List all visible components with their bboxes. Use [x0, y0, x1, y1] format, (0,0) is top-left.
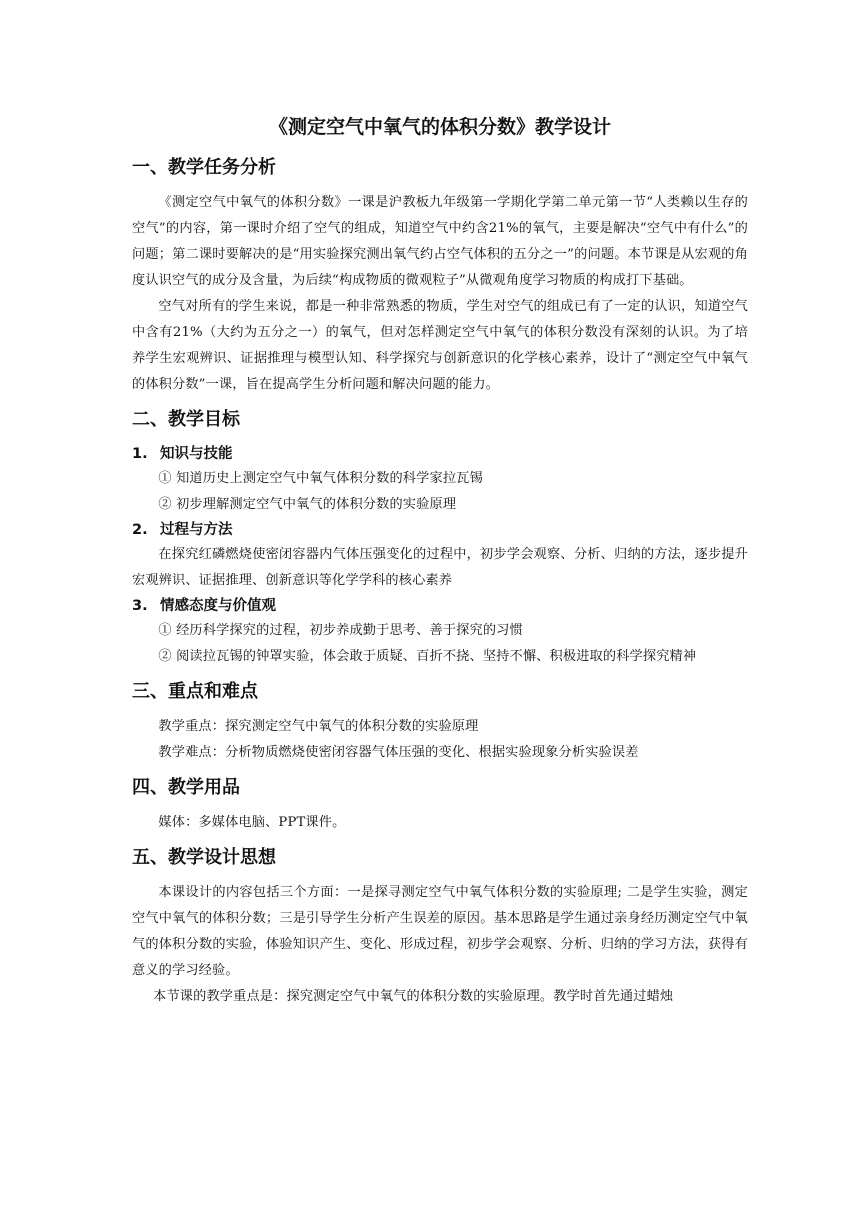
goal-number: 2. [132, 522, 148, 538]
goal-item: ② 阅读拉瓦锡的钟罩实验，体会敢于质疑、百折不挠、坚持不懈、积极进取的科学探究精神 [158, 649, 697, 664]
paragraph: 本节课的教学重点是：探究测定空气中氧气的体积分数的实验原理。教学时首先通过蜡烛 [153, 989, 674, 1004]
paragraph: 空气对所有的学生来说，都是一种非常熟悉的物质，学生对空气的组成已有了一定的认识，知道空气中含有21%（大约为五分之一）的氧气，但对怎样测定空气中氧气的体积分数没有深刻的认识。为了培养学生宏观辨识、证据推理与模型认知、科学探究与创新意识的化学核心素养，设计了“测定空气中氧气的体积分数”一课，旨在提高学生分析问题和解决问题的能力。 [132, 299, 748, 392]
section-heading: 二、教学目标 [132, 409, 240, 430]
paragraph: 本课设计的内容包括三个方面：一是探寻测定空气中氧气体积分数的实验原理; 二是学生实验，测定空气中氧气的体积分数；三是引导学生分析产生误差的原因。基本思路是学生通过亲身经历测定空气中氧气的体积分数的实验，体验知识产生、变化、形成过程，初步学会观察、分析、归纳的学习方法，获得有意义的学习经验。 [132, 885, 748, 978]
paragraph: 《测定空气中氧气的体积分数》一课是沪教板九年级第一学期化学第二单元第一节“人类赖以生存的空气”的内容，第一课时介绍了空气的组成，知道空气中约含21%的氧气，主要是解决“空气中有什么”的问题；第二课时要解决的是“用实验探究测出氧气约占空气体积的五分之一”的问题。本节课是从宏观的角度认识空气的成分及含量，为后续“构成物质的微观粒子”从微观角度学习物质的构成打下基础。 [132, 195, 748, 288]
section-design-philosophy [132, 844, 748, 1010]
goal-item: ② 初步理解测定空气中氧气的体积分数的实验原理 [158, 497, 457, 512]
difficulty-line: 教学难点：分析物质燃烧使密闭容器气体压强的变化、根据实验现象分析实验误差 [158, 745, 639, 760]
section-heading: 四、教学用品 [132, 777, 240, 798]
goal-heading [132, 442, 748, 466]
goal-title: 知识与技能 [160, 446, 233, 462]
section-task-analysis [132, 154, 748, 398]
goal-heading [132, 518, 748, 542]
document-body [132, 112, 748, 1010]
goal-item: ① 知道历史上测定空气中氧气体积分数的科学家拉瓦锡 [158, 471, 483, 486]
key-point-line: 教学重点：探究测定空气中氧气的体积分数的实验原理 [158, 719, 479, 734]
section-key-points [132, 678, 748, 766]
goal-item: 在探究红磷燃烧使密闭容器内气体压强变化的过程中，初步学会观察、分析、归纳的方法，逐步提升宏观辨识、证据推理、创新意识等化学学科的核心素养 [132, 547, 748, 588]
goal-item: ① 经历科学探究的过程，初步养成勤于思考、善于探究的习惯 [158, 623, 523, 638]
section-teaching-materials [132, 774, 748, 836]
section-heading: 三、重点和难点 [132, 681, 258, 702]
section-heading: 一、教学任务分析 [132, 157, 276, 178]
materials-line: 媒体：多媒体电脑、PPT课件。 [158, 815, 346, 830]
document-title: 《测定空气中氧气的体积分数》教学设计 [268, 116, 611, 138]
goal-title: 情感态度与价值观 [160, 598, 276, 614]
goal-heading [132, 594, 748, 618]
goal-number: 3. [132, 598, 148, 614]
goal-number: 1. [132, 446, 148, 462]
goal-title: 过程与方法 [160, 522, 233, 538]
section-teaching-goals [132, 406, 748, 670]
section-heading: 五、教学设计思想 [132, 847, 276, 868]
